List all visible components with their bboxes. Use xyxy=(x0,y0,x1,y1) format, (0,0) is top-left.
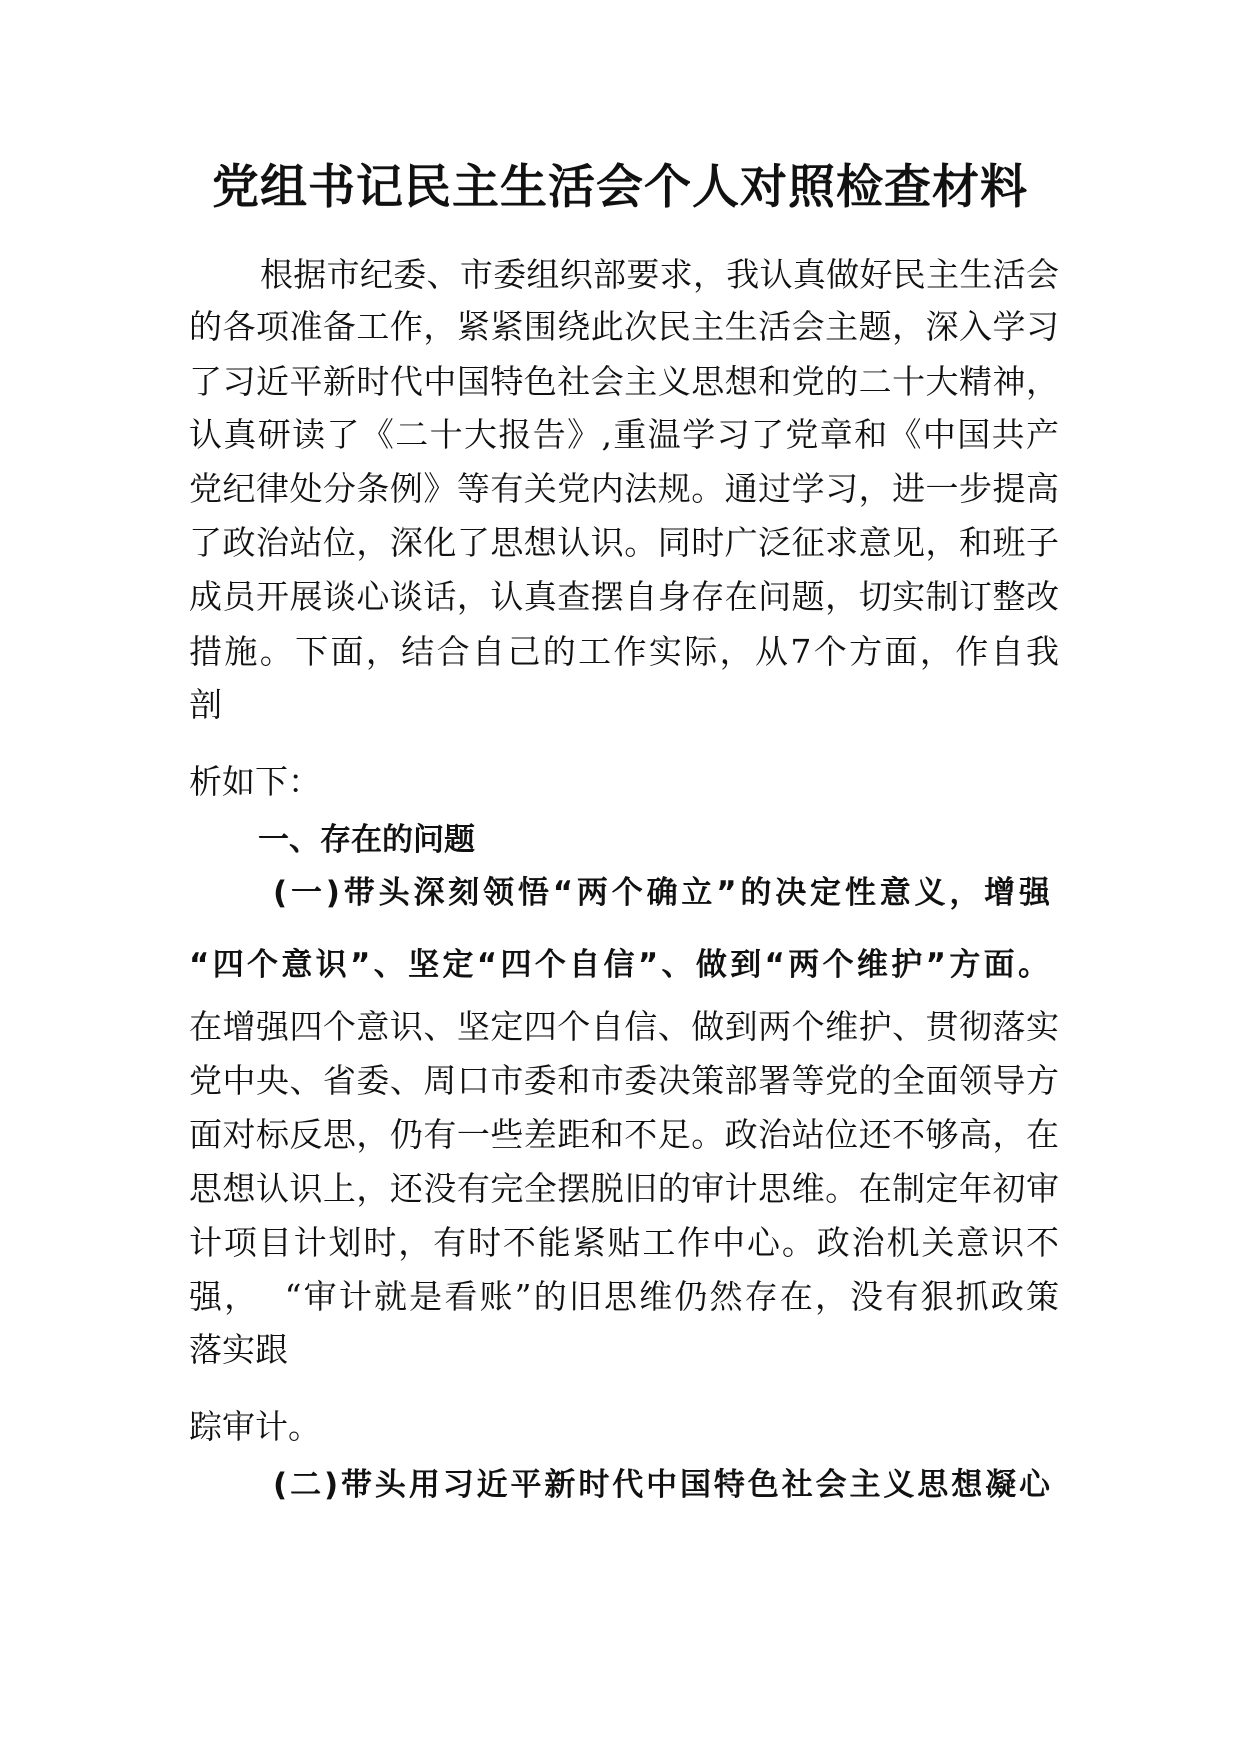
intro-line-5: 党纪律处分条例》等有关党内法规。通过学习，进一步提高 xyxy=(189,469,1059,508)
sub1-body-line-2: 党中央、省委、周口市委和市委决策部署等党的全面领导方 xyxy=(189,1061,1059,1100)
section-heading-1: 一、存在的问题 xyxy=(258,822,475,858)
sub1-body-line-4: 思想认识上，还没有完全摆脱旧的审计思维。在制定年初审 xyxy=(189,1169,1059,1208)
intro-line-1: 根据市纪委、市委组织部要求，我认真做好民主生活会 xyxy=(260,255,1059,294)
sub1-body-line-5: 计项目计划时，有时不能紧贴工作中心。政治机关意识不 xyxy=(189,1223,1059,1262)
sub1-body-line-3: 面对标反思，仍有一些差距和不足。政治站位还不够高，在 xyxy=(189,1115,1059,1154)
sub1-body-line-7: 落实跟 xyxy=(189,1330,288,1369)
intro-line-9: 剖 xyxy=(189,685,222,724)
subsection-heading-1-line-2: “四个意识”、坚定“四个自信”、做到“两个维护”方面。 xyxy=(189,947,1049,983)
intro-line-4: 认真研读了《二十大报告》,重温学习了党章和《中国共产 xyxy=(189,415,1059,454)
sub1-body-line-1: 在增强四个意识、坚定四个自信、做到两个维护、贯彻落实 xyxy=(189,1007,1059,1046)
intro-line-2: 的各项准备工作，紧紧围绕此次民主生活会主题，深入学习 xyxy=(189,307,1059,346)
intro-line-3: 了习近平新时代中国特色社会主义思想和党的二十大精神， xyxy=(189,362,1059,401)
document-title: 党组书记民主生活会个人对照检查材料 xyxy=(212,160,1028,215)
subsection-heading-1-line-1: (一)带头深刻领悟“两个确立”的决定性意义，增强 xyxy=(273,875,1050,911)
intro-line-7: 成员开展谈心谈话，认真查摆自身存在问题，切实制订整改 xyxy=(189,577,1059,616)
subsection-heading-2-line-1: (二)带头用习近平新时代中国特色社会主义思想凝心 xyxy=(273,1467,1050,1503)
intro-line-10: 析如下： xyxy=(189,762,321,801)
sub1-body-line-6: 强， “审计就是看账”的旧思维仍然存在，没有狠抓政策 xyxy=(189,1277,1059,1316)
intro-line-8: 措施。下面，结合自己的工作实际，从7个方面，作自我 xyxy=(189,632,1059,671)
intro-line-6: 了政治站位，深化了思想认识。同时广泛征求意见，和班子 xyxy=(189,523,1059,562)
sub1-body-line-8: 踪审计。 xyxy=(189,1407,321,1446)
